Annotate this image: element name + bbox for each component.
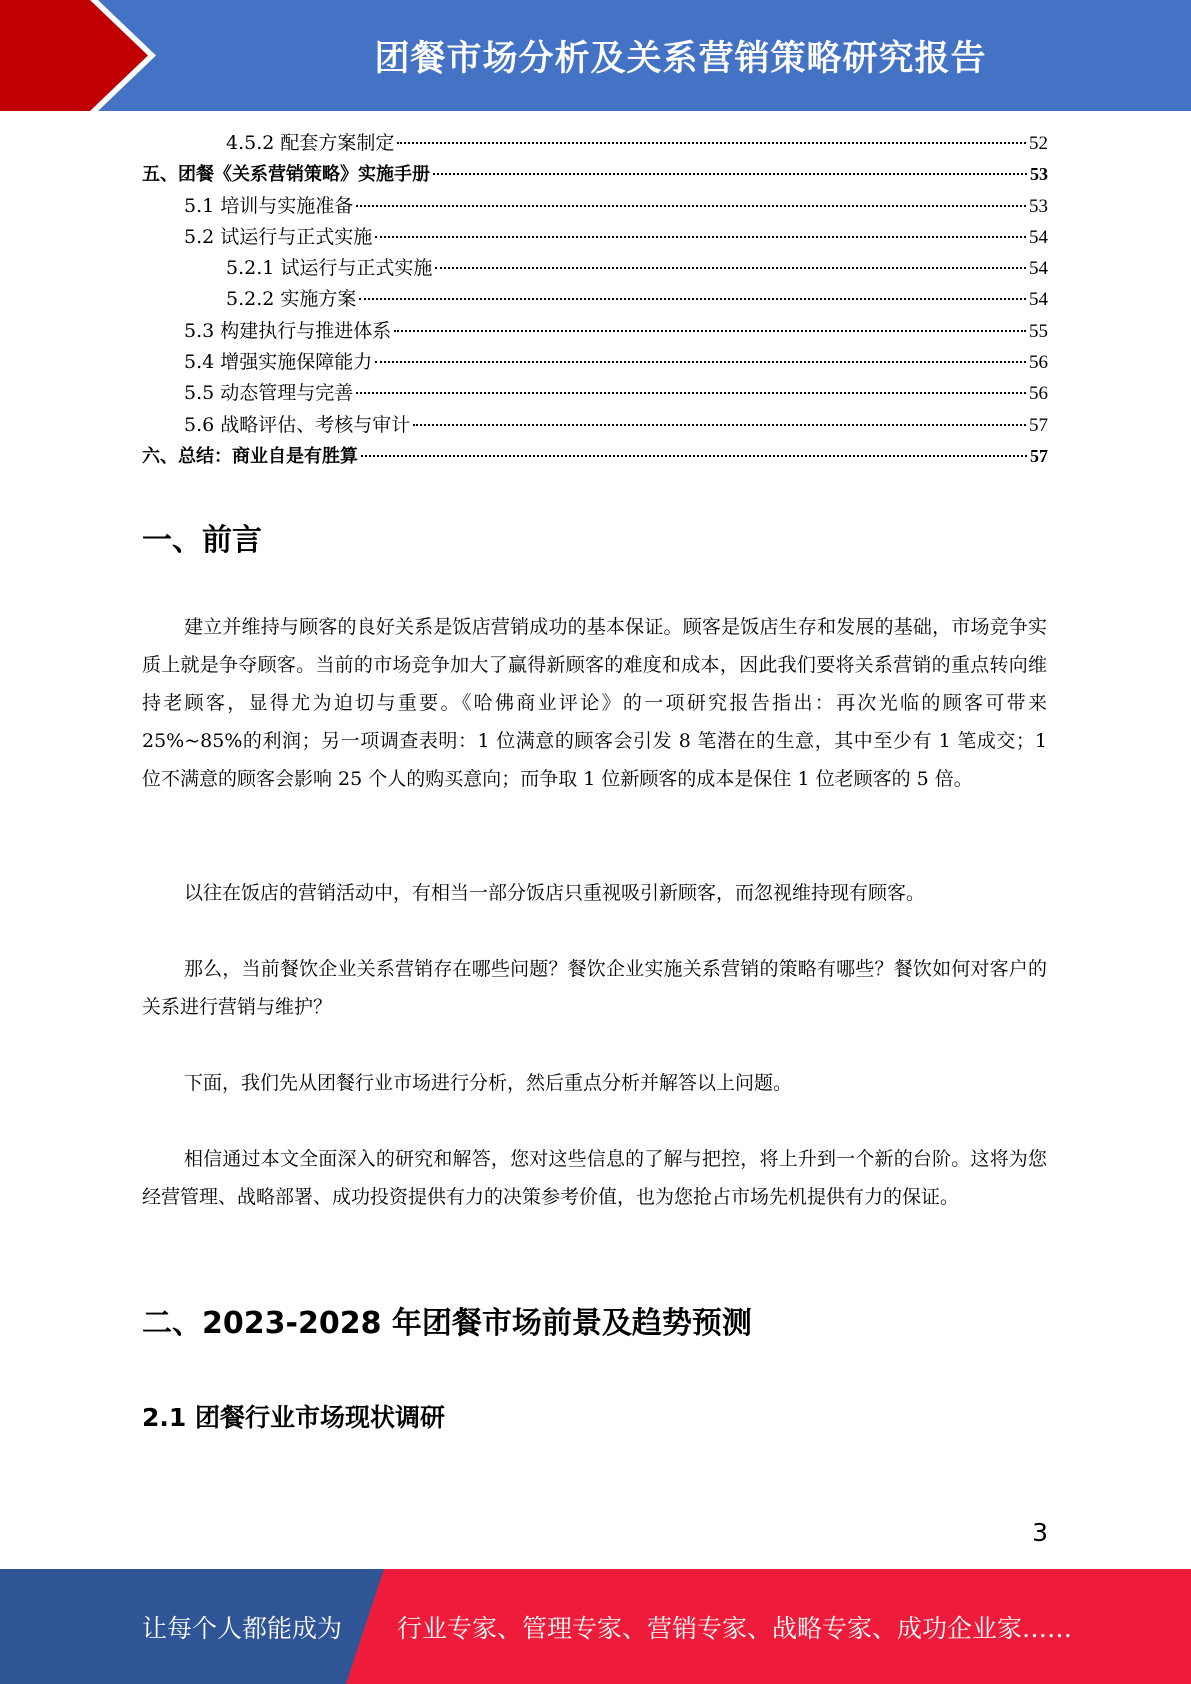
- page-header: [0, 0, 1191, 111]
- report-title: 团餐市场分析及关系营销策略研究报告: [374, 38, 987, 79]
- toc-leader-dots: [361, 455, 1027, 457]
- toc-entry-page: 53: [1029, 195, 1048, 217]
- toc-entry[interactable]: [142, 347, 1048, 378]
- toc-entry-title: 六、总结：商业自是有胜算: [142, 445, 358, 467]
- body-paragraph: 相信通过本文全面深入的研究和解答，您对这些信息的了解与把控，将上升到一个新的台阶。这将为您经营管理、战略部署、成功投资提供有力的决策参考价值，也为您抢占市场先机提供有力的保证。: [142, 1148, 1047, 1208]
- toc-entry-title: 5.5 动态管理与完善: [184, 382, 354, 405]
- toc-leader-dots: [397, 142, 1026, 144]
- toc-entry-title: 5.2 试运行与正式实施: [184, 225, 373, 248]
- toc-entry-title: 5.3 构建执行与推进体系: [184, 319, 392, 342]
- toc-entry-page: 54: [1029, 258, 1048, 280]
- toc-leader-dots: [356, 392, 1026, 394]
- toc-leader-dots: [433, 173, 1027, 175]
- toc-leader-dots: [359, 298, 1026, 300]
- body-paragraph: 那么，当前餐饮企业关系营销存在哪些问题？餐饮企业实施关系营销的策略有哪些？餐饮如何对客户的关系进行营销与维护？: [142, 958, 1047, 1018]
- toc-entry-title: 5.1 培训与实施准备: [184, 194, 354, 217]
- toc-entry-page: 57: [1029, 414, 1048, 436]
- page-footer: [0, 1569, 1191, 1684]
- toc-entry[interactable]: [142, 253, 1048, 284]
- toc-leader-dots: [435, 267, 1026, 269]
- body-paragraph: 下面，我们先从团餐行业市场进行分析，然后重点分析并解答以上问题。: [184, 1072, 793, 1094]
- toc-entry-page: 52: [1029, 133, 1048, 154]
- toc-leader-dots: [356, 205, 1026, 207]
- toc-entry-title: 5.2.2 实施方案: [226, 288, 357, 311]
- section-heading-market-outlook: 二、2023-2028 年团餐市场前景及趋势预测: [142, 1306, 752, 1341]
- toc-entry[interactable]: [142, 284, 1048, 315]
- toc-entry[interactable]: [142, 159, 1048, 190]
- toc-entry[interactable]: [142, 222, 1048, 253]
- section-heading-preface: 一、前言: [142, 523, 262, 558]
- page-number: 3: [1032, 1518, 1048, 1547]
- table-of-contents: [142, 128, 1048, 472]
- toc-entry-page: 53: [1030, 164, 1048, 185]
- toc-leader-dots: [413, 424, 1026, 426]
- toc-entry-title: 五、团餐《关系营销策略》实施手册: [142, 164, 430, 186]
- subsection-heading-market-status: 2.1 团餐行业市场现状调研: [142, 1403, 445, 1432]
- footer-slogan-right: 行业专家、管理专家、营销专家、战略专家、成功企业家……: [397, 1613, 1073, 1643]
- body-paragraph: 建立并维持与顾客的良好关系是饭店营销成功的基本保证。顾客是饭店生存和发展的基础，市场竞争实质上就是争夺顾客。当前的市场竞争加大了赢得新顾客的难度和成本，因此我们要将关系营销的重点转向维持老顾客，显得尤为迫切与重要。《哈佛商业评论》的一项研究报告指出：再次光临的顾客可带来 25%~85%的利润；另一项调查表明：1 位满意的顾客会引发 8 笔潜在的生意，其中至少有 1 笔成交；1 位不满意的顾客会影响 25 个人的购买意向；而争取 1 位新顾客的成本是保住 1 位老顾客的 5 倍。: [142, 616, 1047, 790]
- toc-entry[interactable]: [142, 191, 1048, 222]
- toc-entry[interactable]: [142, 378, 1048, 409]
- toc-entry[interactable]: [142, 410, 1048, 441]
- toc-entry-page: 54: [1029, 226, 1048, 248]
- toc-entry[interactable]: [142, 316, 1048, 347]
- toc-entry[interactable]: [142, 441, 1048, 472]
- toc-entry-page: 56: [1029, 352, 1048, 374]
- toc-entry-page: 57: [1030, 445, 1048, 466]
- header-chevron-decoration: [0, 0, 200, 111]
- toc-entry-title: 5.6 战略评估、考核与审计: [184, 413, 411, 436]
- toc-entry-title: 5.2.1 试运行与正式实施: [226, 257, 433, 280]
- toc-entry-page: 54: [1029, 289, 1048, 311]
- footer-slogan-left: 让每个人都能成为: [142, 1613, 343, 1643]
- toc-leader-dots: [375, 236, 1026, 238]
- toc-leader-dots: [375, 361, 1026, 363]
- toc-entry-title: 5.4 增强实施保障能力: [184, 351, 373, 374]
- toc-entry-page: 56: [1029, 383, 1048, 405]
- toc-entry-page: 55: [1029, 320, 1048, 342]
- body-paragraph: 以往在饭店的营销活动中，有相当一部分饭店只重视吸引新顾客，而忽视维持现有顾客。: [184, 882, 926, 904]
- toc-entry-title: 4.5.2 配套方案制定: [226, 132, 395, 154]
- toc-leader-dots: [394, 330, 1026, 332]
- toc-entry[interactable]: [142, 128, 1048, 159]
